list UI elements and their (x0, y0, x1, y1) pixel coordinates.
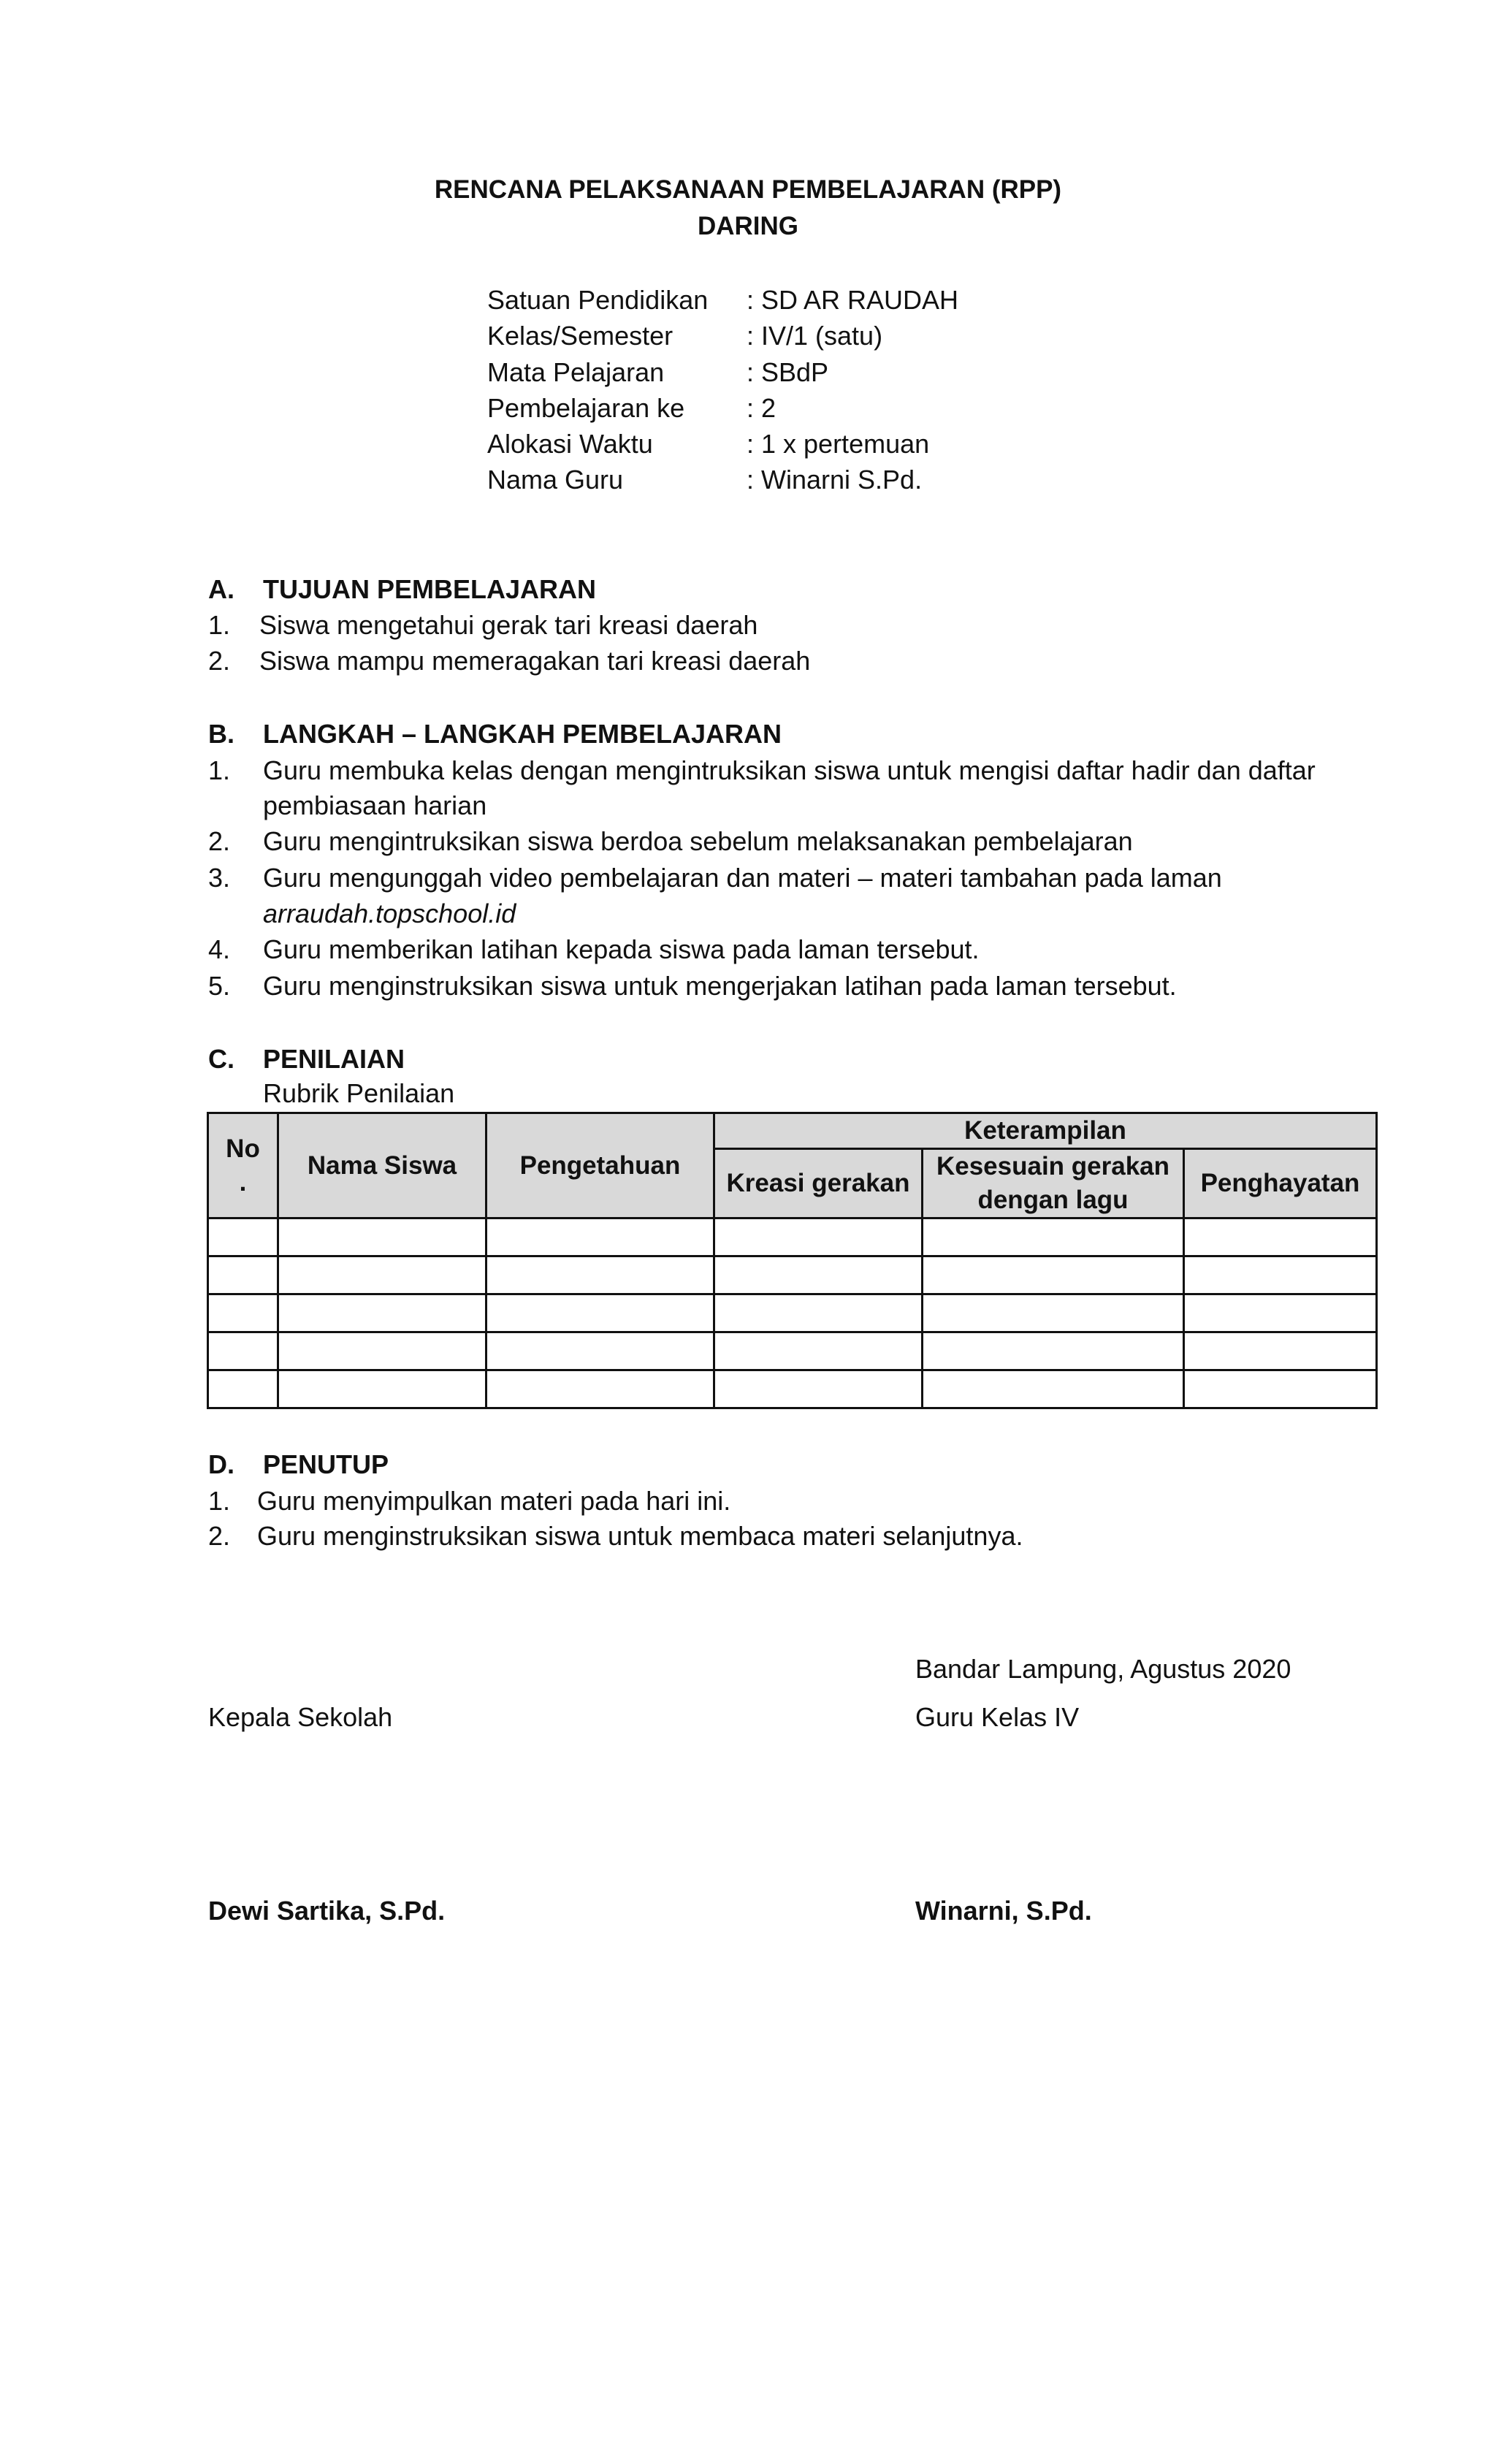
table-row (208, 1294, 1377, 1332)
list-number: 4. (208, 934, 231, 964)
identity-label: Satuan Pendidikan (487, 285, 709, 315)
identity-label: Alokasi Waktu (487, 429, 653, 459)
table-cell[interactable] (1184, 1294, 1377, 1332)
col-header-kesesuaian-line2: dengan lagu (977, 1186, 1129, 1214)
list-number: 1. (208, 755, 231, 785)
list-number: 5. (208, 971, 231, 1001)
list-number: 3. (208, 863, 231, 893)
list-item: Guru mengintruksikan siswa berdoa sebelum melaksanakan pembelajaran (263, 826, 1133, 856)
list-item: Guru membuka kelas dengan mengintruksikan siswa untuk mengisi daftar hadir dan daftar (263, 755, 1316, 785)
left-signatory-name: Dewi Sartika, S.Pd. (208, 1896, 446, 1926)
section-letter: A. (208, 574, 234, 604)
col-header-pengetahuan: Pengetahuan (486, 1113, 714, 1218)
col-header-penghayatan: Penghayatan (1184, 1149, 1377, 1218)
table-cell[interactable] (923, 1218, 1184, 1256)
identity-value: : SD AR RAUDAH (747, 285, 959, 315)
section-heading: PENILAIAN (263, 1044, 405, 1074)
col-header-kesesuaian-line1: Kesesuain gerakan (936, 1152, 1170, 1180)
table-cell[interactable] (208, 1332, 278, 1370)
section-letter: D. (208, 1449, 234, 1479)
list-number: 1. (208, 1486, 231, 1516)
col-header-no-line1: No (226, 1134, 260, 1163)
list-item: Guru menyimpulkan materi pada hari ini. (257, 1486, 731, 1516)
table-row (208, 1332, 1377, 1370)
table-cell[interactable] (278, 1294, 486, 1332)
col-header-no-line2: . (239, 1167, 247, 1197)
document-title: RENCANA PELAKSANAAN PEMBELAJARAN (RPP) (434, 175, 1062, 204)
list-number: 2. (208, 1521, 231, 1551)
list-item: Siswa mengetahui gerak tari kreasi daerah (259, 610, 758, 640)
identity-value: : 1 x pertemuan (747, 429, 930, 459)
website-link[interactable]: arraudah.topschool.id (263, 899, 516, 928)
section-letter: C. (208, 1044, 234, 1074)
list-item: Guru menginstruksikan siswa untuk mengerjakan latihan pada laman tersebut. (263, 971, 1177, 1001)
left-signatory-role: Kepala Sekolah (208, 1702, 393, 1732)
table-cell[interactable] (486, 1256, 714, 1294)
table-cell[interactable] (208, 1294, 278, 1332)
table-cell[interactable] (486, 1332, 714, 1370)
col-header-kesesuaian (923, 1149, 1184, 1218)
table-cell[interactable] (923, 1370, 1184, 1408)
list-number: 1. (208, 610, 231, 640)
table-cell[interactable] (208, 1256, 278, 1294)
identity-value: : Winarni S.Pd. (747, 465, 923, 495)
list-item: Guru menginstruksikan siswa untuk membaca materi selanjutnya. (257, 1521, 1023, 1551)
table-row (208, 1370, 1377, 1408)
list-item: Siswa mampu memeragakan tari kreasi daerah (259, 646, 811, 676)
col-header-kreasi-gerakan: Kreasi gerakan (714, 1149, 923, 1218)
identity-label: Kelas/Semester (487, 321, 673, 351)
table-cell[interactable] (208, 1218, 278, 1256)
table-cell[interactable] (278, 1256, 486, 1294)
identity-label: Nama Guru (487, 465, 624, 495)
list-item: Guru mengunggah video pembelajaran dan materi – materi tambahan pada laman (263, 863, 1222, 893)
identity-label: Pembelajaran ke (487, 393, 685, 423)
table-cell[interactable] (714, 1218, 923, 1256)
identity-value: : IV/1 (satu) (747, 321, 883, 351)
section-letter: B. (208, 719, 234, 749)
table-cell[interactable] (923, 1332, 1184, 1370)
section-heading: TUJUAN PEMBELAJARAN (263, 574, 597, 604)
table-cell[interactable] (1184, 1218, 1377, 1256)
table-cell[interactable] (208, 1370, 278, 1408)
place-date: Bandar Lampung, Agustus 2020 (915, 1654, 1291, 1684)
table-caption: Rubrik Penilaian (263, 1078, 455, 1108)
table-cell[interactable] (714, 1332, 923, 1370)
table-cell[interactable] (714, 1294, 923, 1332)
list-item-continuation: pembiasaan harian (263, 790, 487, 820)
table-cell[interactable] (278, 1218, 486, 1256)
col-header-nama-siswa: Nama Siswa (278, 1113, 486, 1218)
table-cell[interactable] (1184, 1332, 1377, 1370)
table-cell[interactable] (278, 1332, 486, 1370)
list-number: 2. (208, 646, 231, 676)
document-subtitle: DARING (697, 212, 799, 240)
identity-value: : SBdP (747, 357, 829, 387)
table-cell[interactable] (486, 1370, 714, 1408)
table-cell[interactable] (486, 1294, 714, 1332)
rubric-table (207, 1112, 1378, 1409)
table-cell[interactable] (278, 1370, 486, 1408)
table-cell[interactable] (1184, 1256, 1377, 1294)
identity-label: Mata Pelajaran (487, 357, 665, 387)
table-cell[interactable] (923, 1294, 1184, 1332)
section-heading: PENUTUP (263, 1449, 389, 1479)
table-cell[interactable] (714, 1370, 923, 1408)
table-cell[interactable] (714, 1256, 923, 1294)
table-cell[interactable] (923, 1256, 1184, 1294)
list-item: Guru memberikan latihan kepada siswa pada laman tersebut. (263, 934, 980, 964)
table-row (208, 1218, 1377, 1256)
col-group-keterampilan: Keterampilan (714, 1113, 1377, 1149)
list-number: 2. (208, 826, 231, 856)
right-signatory-role: Guru Kelas IV (915, 1702, 1080, 1732)
right-signatory-name: Winarni, S.Pd. (915, 1896, 1092, 1926)
col-header-no (208, 1113, 278, 1218)
identity-value: : 2 (747, 393, 776, 423)
table-cell[interactable] (1184, 1370, 1377, 1408)
table-row (208, 1256, 1377, 1294)
table-cell[interactable] (486, 1218, 714, 1256)
section-heading: LANGKAH – LANGKAH PEMBELAJARAN (263, 719, 782, 749)
